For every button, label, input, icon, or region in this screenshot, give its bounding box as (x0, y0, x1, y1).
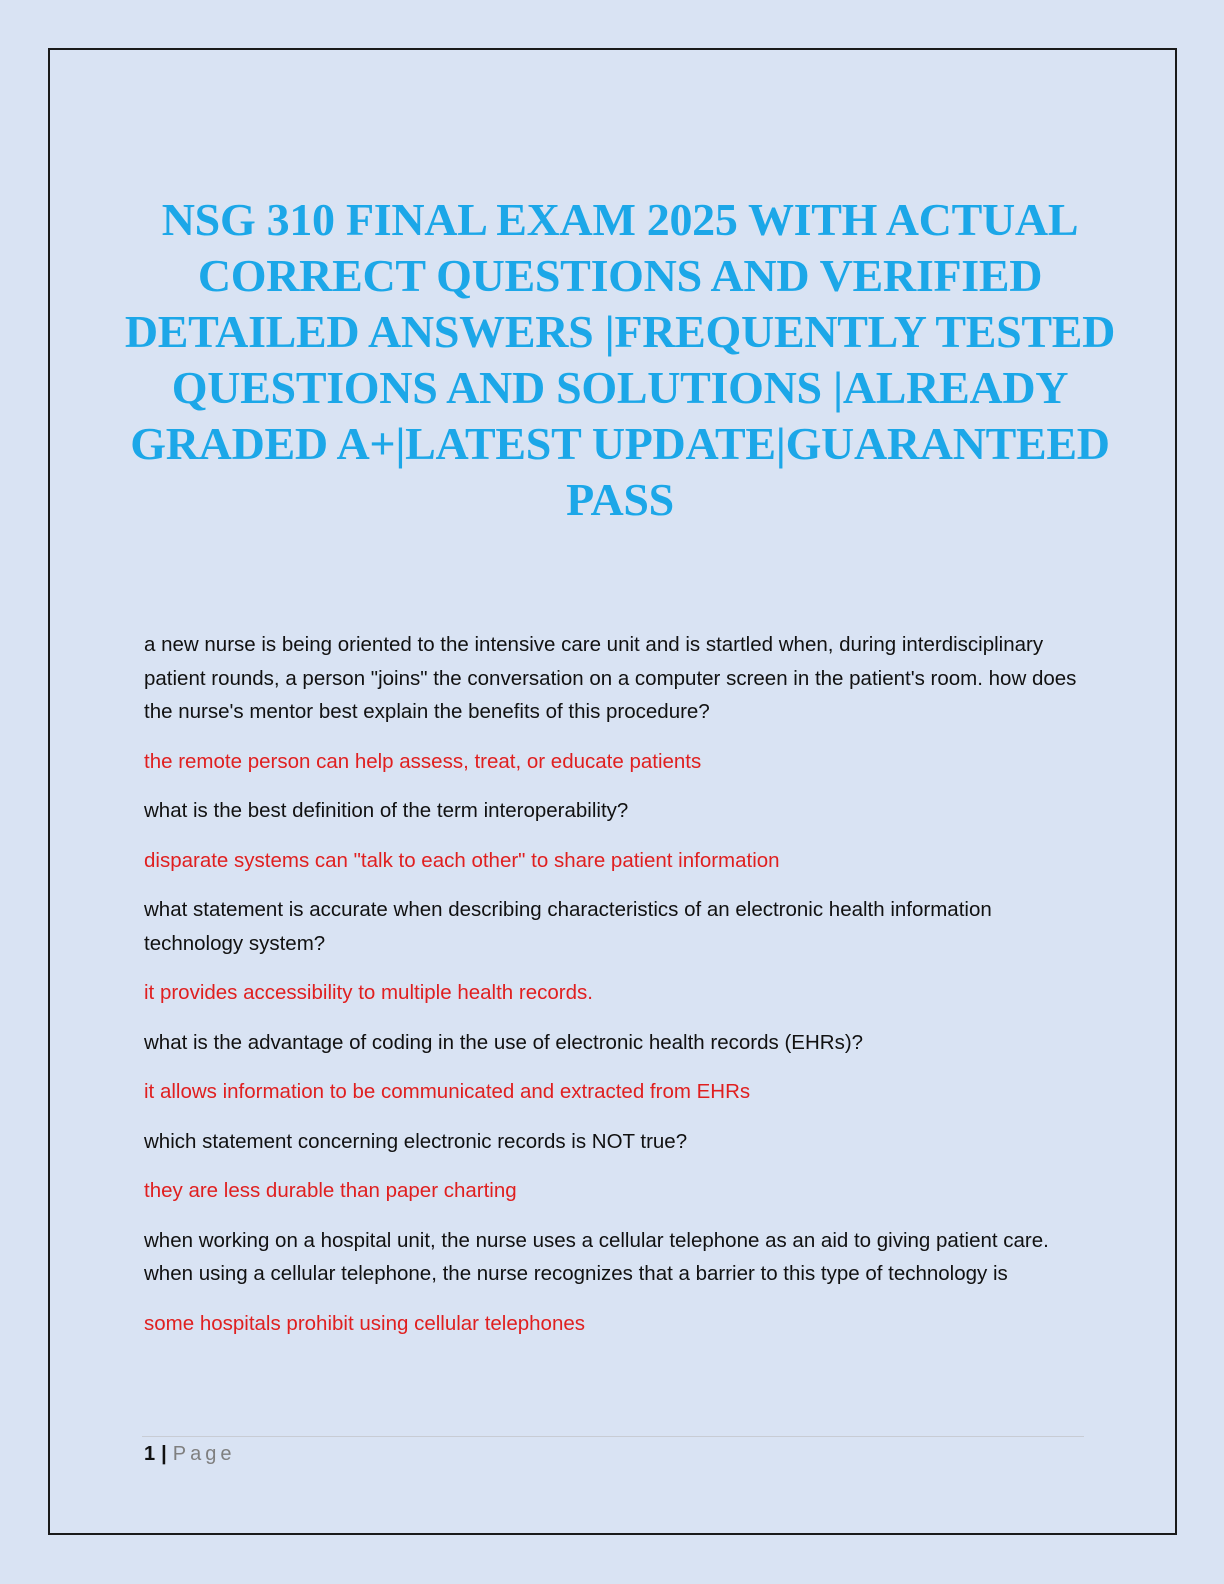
footer-divider (142, 1436, 1084, 1437)
answer-2: disparate systems can "talk to each other" to share patient information (144, 848, 780, 872)
question-1: a new nurse is being oriented to the intensive care unit and is startled when, during interdisciplinary patient rounds, a person "joins" the conversation on a computer screen in the patient's room. how does the nurse's mentor best explain the benefits of this procedure? (144, 633, 1077, 723)
question-3: what statement is accurate when describing characteristics of an electronic health information technology system? (144, 898, 992, 955)
page-footer (144, 1442, 235, 1466)
question-6: when working on a hospital unit, the nurse uses a cellular telephone as an aid to giving patient care. when using a cellular telephone, the nurse recognizes that a barrier to this type of technology is (144, 1228, 1049, 1285)
question-5: which statement concerning electronic records is NOT true? (144, 1129, 688, 1153)
qa-list (144, 628, 1084, 1356)
answer-3: it provides accessibility to multiple health records. (144, 981, 593, 1004)
question-4: what is the advantage of coding in the use of electronic health records (EHRs)? (144, 1030, 864, 1054)
document-title: NSG 310 FINAL EXAM 2025 WITH ACTUAL CORRECT QUESTIONS AND VERIFIED DETAILED ANSWERS |FREQUENTLY TESTED QUESTIONS AND SOLUTIONS |ALREADY GRADED A+|LATEST UPDATE|GUARANTEED PASS (124, 194, 1116, 525)
page-label: Page (172, 1443, 236, 1465)
answer-4: it allows information to be communicated and extracted from EHRs (144, 1080, 751, 1103)
answer-6: some hospitals prohibit using cellular telephones (144, 1311, 586, 1335)
answer-1: the remote person can help assess, treat, or educate patients (144, 749, 702, 773)
footer-separator: | (161, 1443, 167, 1465)
page-number: 1 (144, 1443, 156, 1465)
answer-5: they are less durable than paper charting (144, 1179, 517, 1202)
question-2: what is the best definition of the term interoperability? (144, 799, 629, 822)
